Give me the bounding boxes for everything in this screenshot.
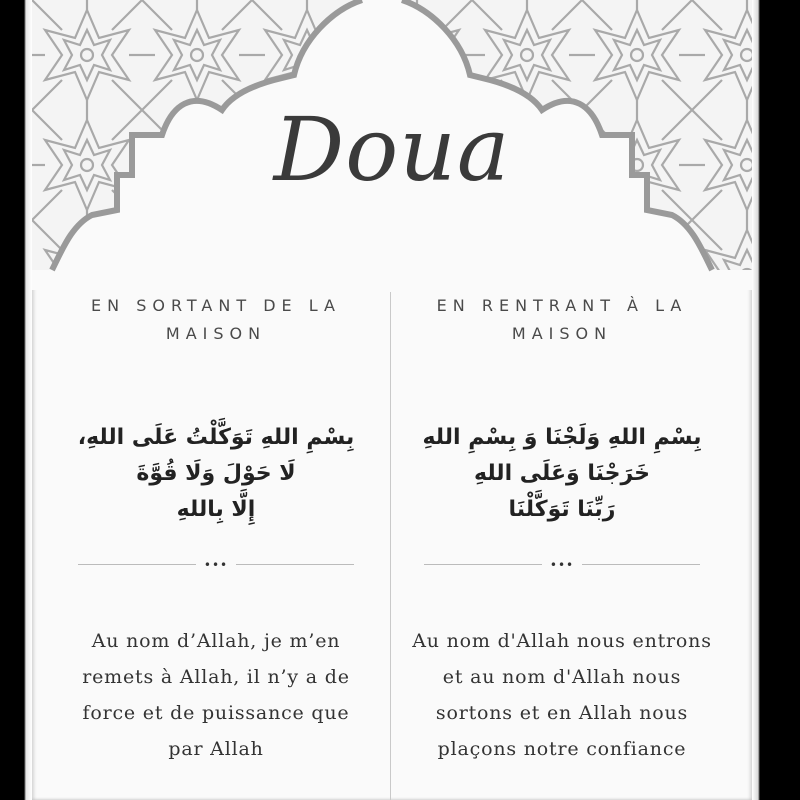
divider-line	[582, 564, 700, 565]
french-translation: Au nom d'Allah nous entrons et au nom d'Allah nous sortons et en Allah nous plaçons notre confiance	[412, 630, 712, 760]
arabic-line: لَا حَوْلَ وَلَا قُوَّةَ	[136, 461, 296, 486]
column-separator	[390, 292, 391, 800]
divider-dots: •••	[203, 558, 229, 572]
frame-left-edge	[0, 0, 32, 800]
column-heading: EN SORTANT DE LA MAISON	[91, 296, 341, 343]
arabic-line: خَرَجْنَا وَعَلَى اللهِ	[473, 461, 651, 486]
arabic-line: بِسْمِ اللهِ تَوَكَّلْتُ عَلَى اللهِ،	[77, 425, 355, 450]
column-entering-home	[412, 290, 712, 760]
arabic-line: رَبِّنَا تَوَكَّلْنَا	[508, 497, 616, 522]
divider-dots: •••	[549, 558, 575, 572]
arabic-invocation	[66, 420, 366, 528]
french-translation: Au nom d’Allah, je m’en remets à Allah, il n’y a de force et de puissance que par Allah	[82, 630, 350, 760]
column-leaving-home	[66, 290, 366, 760]
arabic-line: بِسْمِ اللهِ وَلَجْنَا وَ بِسْمِ اللهِ	[422, 425, 702, 450]
divider-line	[236, 564, 354, 565]
ornamental-divider	[78, 560, 354, 570]
ornamental-divider	[424, 560, 700, 570]
arabic-invocation	[412, 420, 712, 528]
divider-line	[78, 564, 196, 565]
column-heading: EN RENTRANT À LA MAISON	[436, 296, 688, 343]
page-title: Doua	[273, 98, 511, 201]
poster	[32, 0, 752, 800]
frame-right-edge	[752, 0, 800, 800]
divider-line	[424, 564, 542, 565]
arabic-line: إِلَّا بِاللهِ	[176, 497, 256, 522]
